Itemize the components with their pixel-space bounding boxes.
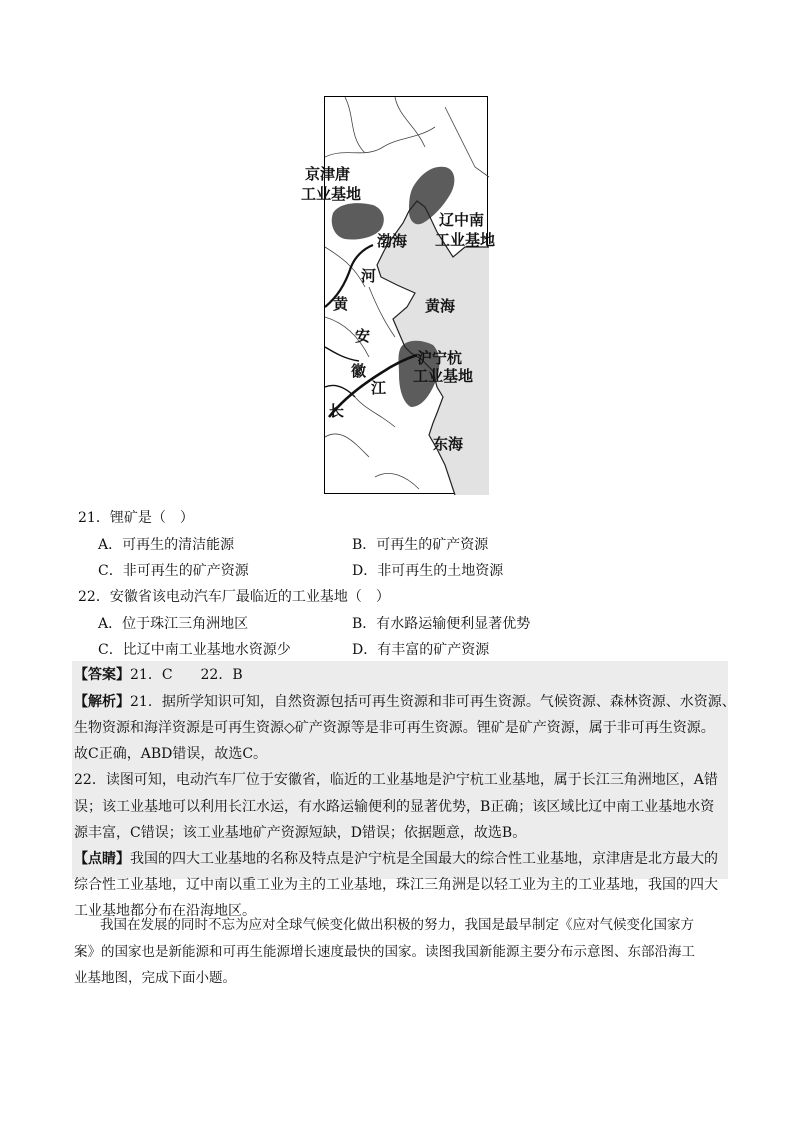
tip-line-1 [74,849,718,869]
map-graphic [325,97,489,495]
tip-line-3: 工业基地都分布在沿海地区。 [74,903,256,919]
label-jjt-line1: 京津唐 [305,165,351,183]
q21-option-b: B．可再生的矿产资源 [352,537,489,553]
analysis-line-4: 22．读图可知，电动汽车厂位于安徽省，临近的工业基地是沪宁杭工业基地，属于长江三角洲地区，A错 [74,772,718,788]
label-chang: 长 [329,402,345,420]
label-huanghai: 黄海 [425,297,456,315]
analysis-line-3: 故C正确，ABD错误，故选C。 [74,746,268,762]
q22-option-c: C．比辽中南工业基地水资源少 [98,642,291,658]
q22-option-b: B．有水路运输便利显著优势 [352,616,531,632]
analysis-tag: 【解析】 [74,694,130,710]
q22-stem: 22．安徽省该电动汽车厂最临近的工业基地（ ） [78,589,390,605]
tip-tag: 【点睛】 [74,851,130,867]
jjt-base [332,203,384,239]
tip-text-1: 我国的四大工业基地的名称及特点是沪宁杭是全国最大的综合性工业基地，京津唐是北方最大的 [130,851,718,867]
intro-line-2: 案》的国家也是新能源和可再生能源增长速度最快的国家。读图我国新能源主要分布示意图、东部沿海工 [74,944,695,960]
label-jiang: 江 [371,379,387,397]
answer-line [74,665,243,685]
label-bohai: 渤海 [377,232,408,250]
answer-tag: 【答案】 [74,667,130,683]
intro-line-3: 业基地图，完成下面小题。 [74,970,236,986]
label-hnh-line2: 工业基地 [413,367,474,385]
q21-option-a: A．可再生的清洁能源 [98,537,235,553]
q22-option-a: A．位于珠江三角洲地区 [98,616,249,632]
label-an: 安 [355,327,371,345]
tip-line-2: 综合性工业基地，辽中南以重工业为主的工业基地，珠江三角洲是以轻工业为主的工业基地，我国的四大 [74,877,718,893]
label-lzn-line1: 辽中南 [439,211,485,229]
analysis-line-6: 源丰富，C错误；该工业基地矿产资源短缺，D错误；依据题意，故选B。 [74,825,527,841]
industrial-base-map [301,96,496,494]
analysis-line-5: 误；该工业基地可以利用长江水运，有水路运输便利的显著优势，B正确；该区域比辽中南工业基地水资 [74,799,715,815]
q21-option-c: C．非可再生的矿产资源 [98,563,249,579]
q21-option-d: D．非可再生的土地资源 [352,563,504,579]
answer-text: 21．C 22．B [130,667,243,683]
intro-line-1: 我国在发展的同时不忘为应对全球气候变化做出积极的努力，我国是最早制定《应对气候变化国家方 [100,917,694,933]
q21-stem: 21．锂矿是（ ） [78,510,194,526]
label-jjt-line2: 工业基地 [301,185,362,203]
q22-option-d: D．有丰富的矿产资源 [352,642,490,658]
analysis-line-1 [74,692,736,712]
analysis-text-1: 21．据所学知识可知，自然资源包括可再生资源和非可再生资源。气候资源、森林资源、水资源、 [130,694,736,710]
analysis-line-2: 生物资源和海洋资源是可再生资源◇矿产资源等是非可再生资源。锂矿是矿产资源，属于非可再生资源。 [74,720,715,736]
label-lzn-line2: 工业基地 [435,231,496,249]
label-huang: 黄 [333,295,349,313]
label-hui: 徽 [351,362,367,380]
label-donghai: 东海 [433,435,464,453]
label-he: 河 [361,267,377,285]
label-hnh-line1: 沪宁杭 [417,349,463,367]
